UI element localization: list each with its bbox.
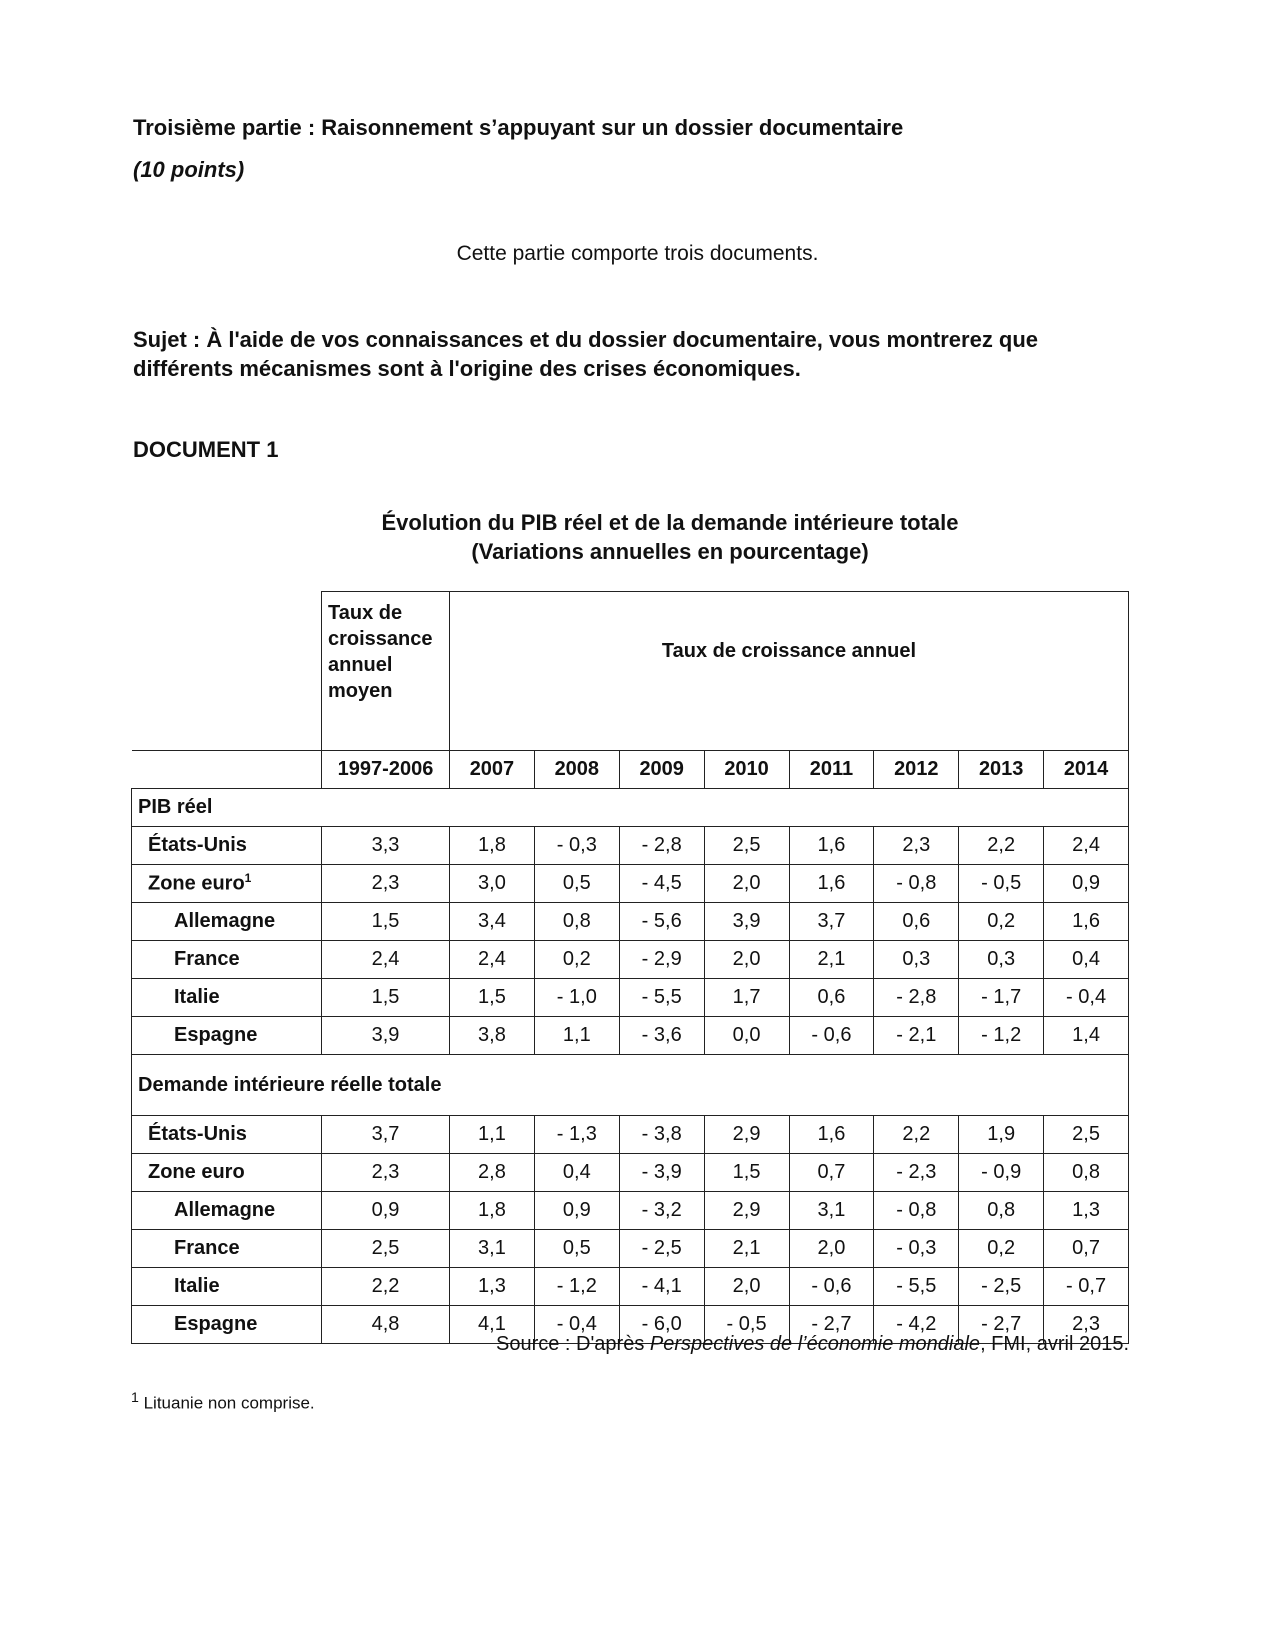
gdp-table (131, 591, 1129, 1344)
row-label (132, 1116, 322, 1154)
value-cell: 2,4 (322, 941, 450, 979)
value-cell: 1,3 (450, 1268, 535, 1306)
value-cell: 3,9 (322, 1017, 450, 1055)
value-cell: - 2,1 (874, 1017, 959, 1055)
value-cell: 0,7 (789, 1154, 874, 1192)
row-label-text: Zone euro (148, 1161, 245, 1183)
value-cell: 2,3 (322, 1154, 450, 1192)
value-cell: 3,9 (704, 903, 789, 941)
value-cell: - 0,6 (789, 1268, 874, 1306)
value-cell: 2,3 (322, 865, 450, 903)
value-cell: - 3,8 (619, 1116, 704, 1154)
row-label (132, 979, 322, 1017)
value-cell: - 0,5 (704, 1306, 789, 1344)
years-row (132, 751, 1129, 789)
value-cell: - 4,2 (874, 1306, 959, 1344)
value-cell: 0,8 (1044, 1154, 1129, 1192)
row-label-text: France (174, 948, 240, 970)
year-header: 2010 (704, 751, 789, 789)
value-cell: 3,3 (322, 827, 450, 865)
table-row (132, 1017, 1129, 1055)
value-cell: - 0,8 (874, 1192, 959, 1230)
value-cell: 0,7 (1044, 1230, 1129, 1268)
table-row (132, 1192, 1129, 1230)
row-label (132, 941, 322, 979)
value-cell: 0,6 (789, 979, 874, 1017)
value-cell: 2,9 (704, 1116, 789, 1154)
value-cell: 2,0 (704, 1268, 789, 1306)
row-label-text: États-Unis (148, 1123, 247, 1145)
table-row (132, 1268, 1129, 1306)
value-cell: - 6,0 (619, 1306, 704, 1344)
value-cell: - 2,3 (874, 1154, 959, 1192)
value-cell: - 5,5 (874, 1268, 959, 1306)
value-cell: - 3,6 (619, 1017, 704, 1055)
value-cell: - 1,7 (959, 979, 1044, 1017)
value-cell: 0,9 (534, 1192, 619, 1230)
table-title (220, 508, 1120, 566)
value-cell: 0,6 (874, 903, 959, 941)
row-label-text: Allemagne (174, 1199, 276, 1221)
value-cell: 3,0 (450, 865, 535, 903)
value-cell: 0,2 (959, 903, 1044, 941)
source-title: Perspectives de l’économie mondiale (649, 1333, 981, 1355)
section-row (132, 789, 1129, 827)
value-cell: 0,8 (534, 903, 619, 941)
value-cell: 0,3 (874, 941, 959, 979)
row-label (132, 1230, 322, 1268)
value-cell: 0,4 (1044, 941, 1129, 979)
row-label-footnote-mark: 1 (244, 871, 252, 886)
footnote (131, 1390, 315, 1414)
value-cell: 1,1 (534, 1017, 619, 1055)
value-cell: - 0,9 (959, 1154, 1044, 1192)
value-cell: 2,4 (1044, 827, 1129, 865)
row-label-text: France (174, 1237, 240, 1259)
value-cell: 1,5 (704, 1154, 789, 1192)
value-cell: 2,5 (322, 1230, 450, 1268)
value-cell: 2,0 (704, 865, 789, 903)
value-cell: 2,1 (789, 941, 874, 979)
value-cell: 1,6 (789, 827, 874, 865)
row-label-text: Allemagne (174, 910, 276, 932)
value-cell: 0,2 (959, 1230, 1044, 1268)
value-cell: 0,3 (959, 941, 1044, 979)
row-label-text: Italie (174, 1275, 220, 1297)
source-note (496, 1333, 1129, 1356)
value-cell: - 0,4 (534, 1306, 619, 1344)
value-cell: - 0,5 (959, 865, 1044, 903)
year-header: 2008 (534, 751, 619, 789)
table-row (132, 827, 1129, 865)
value-cell: 2,0 (789, 1230, 874, 1268)
value-cell: - 2,9 (619, 941, 704, 979)
part-points: (10 points) (133, 157, 245, 182)
value-cell: 2,3 (874, 827, 959, 865)
value-cell: 1,5 (450, 979, 535, 1017)
value-cell: 1,4 (1044, 1017, 1129, 1055)
value-cell: - 2,7 (789, 1306, 874, 1344)
year-header: 2012 (874, 751, 959, 789)
row-label (132, 827, 322, 865)
section-label: PIB réel (132, 789, 1129, 827)
value-cell: 3,7 (789, 903, 874, 941)
row-label (132, 1017, 322, 1055)
value-cell: 1,9 (959, 1116, 1044, 1154)
value-cell: - 2,5 (619, 1230, 704, 1268)
header-avg-growth: Taux de croissance annuel moyen (322, 592, 450, 751)
row-label-text: Espagne (174, 1024, 258, 1046)
value-cell: 0,2 (534, 941, 619, 979)
table-row (132, 903, 1129, 941)
value-cell: 0,0 (704, 1017, 789, 1055)
year-header: 2009 (619, 751, 704, 789)
table-title-line2: (Variations annuelles en pourcentage) (471, 539, 869, 564)
value-cell: 0,5 (534, 1230, 619, 1268)
value-cell: 3,4 (450, 903, 535, 941)
table-row (132, 1116, 1129, 1154)
value-cell: - 5,5 (619, 979, 704, 1017)
value-cell: - 1,2 (959, 1017, 1044, 1055)
years-blank (132, 751, 322, 789)
value-cell: - 4,5 (619, 865, 704, 903)
source-prefix: Source : D'après (495, 1333, 650, 1355)
value-cell: - 0,3 (874, 1230, 959, 1268)
value-cell: 3,1 (789, 1192, 874, 1230)
row-label-text: Zone euro (148, 872, 245, 895)
value-cell: - 4,1 (619, 1268, 704, 1306)
part-title: Troisième partie : Raisonnement s’appuyant sur un dossier documentaire (133, 115, 904, 140)
subject-text: Sujet : À l'aide de vos connaissances et du dossier documentaire, vous montrerez que différents mécanismes sont à l'origine des crises économiques. (133, 327, 1039, 381)
value-cell: 4,1 (450, 1306, 535, 1344)
value-cell: - 1,3 (534, 1116, 619, 1154)
year-header: 2014 (1044, 751, 1129, 789)
year-header: 2011 (789, 751, 874, 789)
value-cell: 2,4 (450, 941, 535, 979)
year-header: 1997-2006 (322, 751, 450, 789)
value-cell: 0,4 (534, 1154, 619, 1192)
value-cell: 1,7 (704, 979, 789, 1017)
value-cell: 2,2 (874, 1116, 959, 1154)
value-cell: - 2,8 (619, 827, 704, 865)
header-blank (132, 592, 322, 751)
footnote-mark: 1 (131, 1390, 139, 1406)
row-label (132, 1154, 322, 1192)
value-cell: 1,6 (1044, 903, 1129, 941)
table-row (132, 865, 1129, 903)
row-label (132, 903, 322, 941)
year-header: 2007 (450, 751, 535, 789)
value-cell: - 2,7 (959, 1306, 1044, 1344)
value-cell: - 0,8 (874, 865, 959, 903)
value-cell: 1,6 (789, 1116, 874, 1154)
value-cell: 1,5 (322, 903, 450, 941)
table-row (132, 1230, 1129, 1268)
value-cell: 3,7 (322, 1116, 450, 1154)
value-cell: - 1,0 (534, 979, 619, 1017)
row-label (132, 865, 322, 903)
value-cell: - 2,8 (874, 979, 959, 1017)
section-row (132, 1055, 1129, 1116)
row-label (132, 1306, 322, 1344)
row-label (132, 1192, 322, 1230)
value-cell: 1,1 (450, 1116, 535, 1154)
value-cell: 0,9 (322, 1192, 450, 1230)
value-cell: 2,1 (704, 1230, 789, 1268)
value-cell: 1,5 (322, 979, 450, 1017)
value-cell: 1,3 (1044, 1192, 1129, 1230)
value-cell: 2,2 (322, 1268, 450, 1306)
value-cell: - 0,4 (1044, 979, 1129, 1017)
table-row (132, 941, 1129, 979)
row-label-text: Italie (174, 986, 220, 1008)
value-cell: 0,8 (959, 1192, 1044, 1230)
value-cell: - 0,6 (789, 1017, 874, 1055)
value-cell: - 3,2 (619, 1192, 704, 1230)
value-cell: - 3,9 (619, 1154, 704, 1192)
value-cell: 3,1 (450, 1230, 535, 1268)
footnote-text: Lituanie non comprise. (138, 1393, 315, 1413)
value-cell: 2,9 (704, 1192, 789, 1230)
value-cell: - 5,6 (619, 903, 704, 941)
table-row (132, 1154, 1129, 1192)
header-row (132, 592, 1129, 751)
row-label-text: Espagne (174, 1313, 258, 1335)
value-cell: - 2,5 (959, 1268, 1044, 1306)
value-cell: 3,8 (450, 1017, 535, 1055)
value-cell: 1,6 (789, 865, 874, 903)
intro-text: Cette partie comporte trois documents. (456, 242, 819, 265)
document-label: DOCUMENT 1 (133, 437, 279, 462)
year-header: 2013 (959, 751, 1044, 789)
value-cell: - 0,7 (1044, 1268, 1129, 1306)
table-title-line1: Évolution du PIB réel et de la demande intérieure totale (381, 510, 959, 535)
value-cell: 2,8 (450, 1154, 535, 1192)
value-cell: 2,5 (704, 827, 789, 865)
value-cell: 1,8 (450, 827, 535, 865)
value-cell: 0,9 (1044, 865, 1129, 903)
value-cell: 2,3 (1044, 1306, 1129, 1344)
table-row (132, 979, 1129, 1017)
value-cell: - 0,3 (534, 827, 619, 865)
source-suffix: , FMI, avril 2015. (980, 1333, 1129, 1355)
value-cell: 2,5 (1044, 1116, 1129, 1154)
value-cell: 4,8 (322, 1306, 450, 1344)
section-label: Demande intérieure réelle totale (132, 1055, 1129, 1116)
value-cell: 0,5 (534, 865, 619, 903)
value-cell: - 1,2 (534, 1268, 619, 1306)
value-cell: 2,0 (704, 941, 789, 979)
value-cell: 1,8 (450, 1192, 535, 1230)
value-cell: 2,2 (959, 827, 1044, 865)
row-label-text: États-Unis (148, 834, 247, 856)
row-label (132, 1268, 322, 1306)
header-annual-growth: Taux de croissance annuel (450, 592, 1129, 751)
